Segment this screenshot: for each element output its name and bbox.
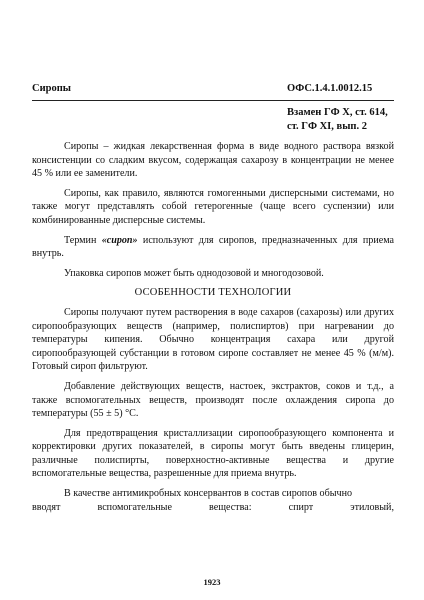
- paragraph-crystallization: Для предотвращения кристаллизации сиропообразующего компонента и корректировки других показателей, в сиропы могут быть введены глицерин, различные полиспирты, поверхностно-активные вещества и другие вспомогательные вещества, разрешенные для приема внутрь.: [32, 427, 394, 480]
- term-highlight: «сироп»: [101, 234, 138, 246]
- paragraph-definition: Сиропы – жидкая лекарственная форма в виде водного раствора вязкой консистенции со сладким вкусом, содержащая сахарозу в концентрации не менее 45 % или ее заменители.: [32, 141, 394, 180]
- paragraph-dispersion: Сиропы, как правило, являются гомогенными дисперсными системами, но также могут представлять собой гетерогенные (чаще всего суспензии) или комбинированные дисперсные системы.: [32, 187, 394, 226]
- section-heading: ОСОБЕННОСТИ ТЕХНОЛОГИИ: [134, 287, 292, 299]
- replaces-line-1: Взамен ГФ X, ст. 614,: [287, 107, 388, 118]
- paragraph-preparation: Сиропы получают путем растворения в воде сахаров (сахарозы) или других сиропообразующих веществ (например, полиспиртов) при нагревании до температуры кипения. Обычно концентрация сахара или другой сиропообразующей субстанции в готовом сиропе составляет не менее 45 % (м/м). Готовый сироп фильтруют.: [32, 306, 394, 373]
- word: вещества:: [209, 501, 252, 513]
- page-number: 1923: [203, 577, 221, 587]
- paragraph-term: [32, 234, 394, 261]
- word: спирт: [288, 501, 314, 513]
- word: вводят: [32, 501, 61, 513]
- header-divider: [32, 100, 394, 101]
- term-rest: используют для сиропов, предназначенных для приема внутрь.: [32, 234, 395, 260]
- replaces-note: [287, 106, 397, 133]
- monograph-code: ОФС.1.4.1.0012.15: [287, 83, 373, 94]
- paragraph-preservatives: В качестве антимикробных консервантов в состав сиропов обычно: [64, 488, 353, 500]
- term-intro: Термин: [64, 234, 102, 246]
- paragraph-additives: Добавление действующих веществ, настоек, экстрактов, соков и т.д., а также вспомогательных веществ, производят после охлаждения сиропа до температуры (55 ± 5) °С.: [32, 380, 394, 420]
- document-body: [32, 140, 394, 514]
- word: этиловый,: [350, 501, 394, 513]
- monograph-title: Сиропы: [32, 83, 71, 94]
- paragraph-preservatives-continued: [32, 501, 394, 515]
- word: вспомогательные: [97, 501, 172, 513]
- replaces-line-2: ст. ГФ XI, вып. 2: [287, 120, 367, 132]
- paragraph-packaging: Упаковка сиропов может быть однодозовой и многодозовой.: [64, 267, 324, 279]
